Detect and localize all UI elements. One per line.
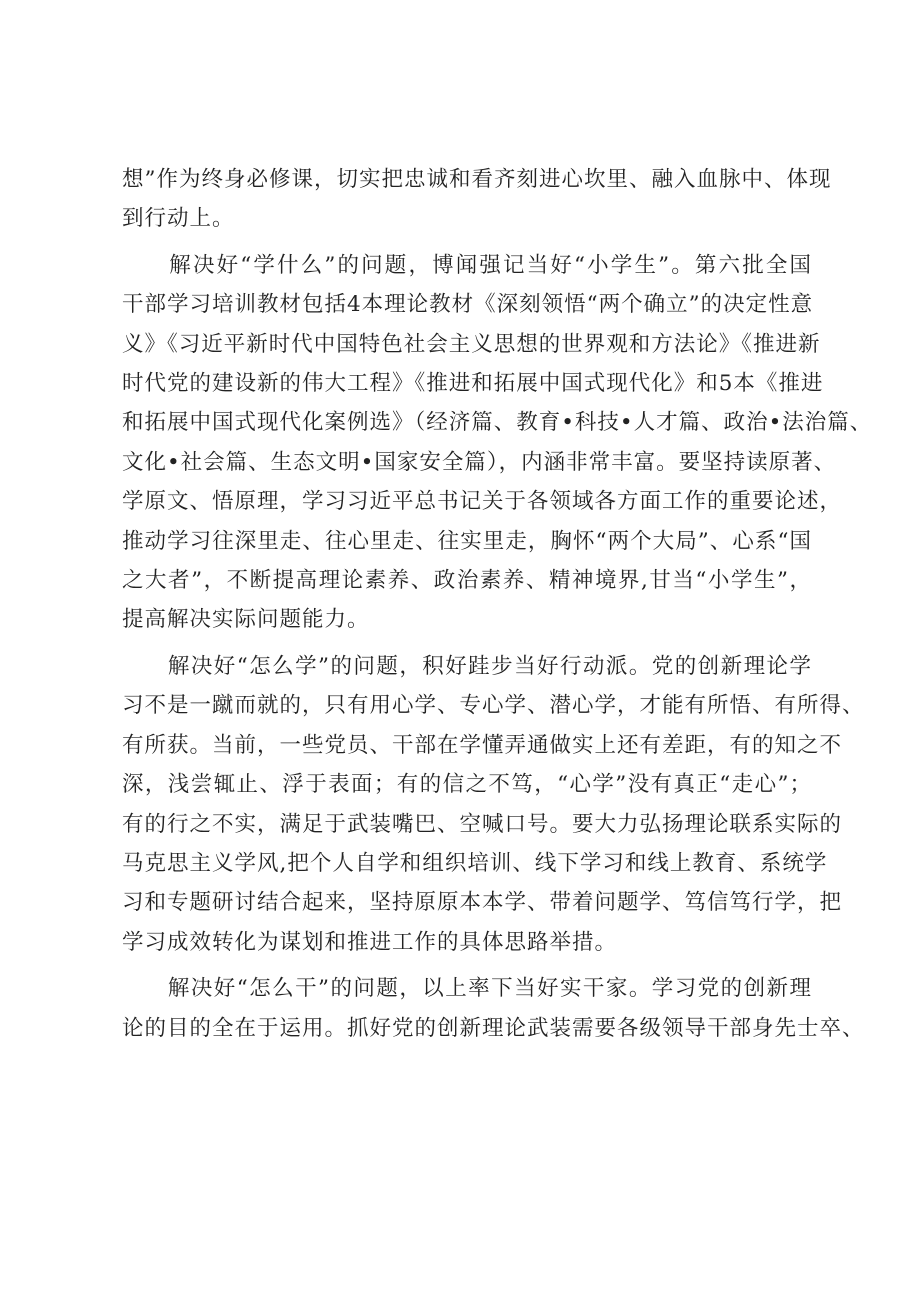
text-line: 学习成效转化为谋划和推进工作的具体思路举措。 [122,929,618,955]
text-line: 干部学习培训教材包括4本理论教材《深刻领悟“两个确立”的决定性意 [122,292,814,318]
text-line: 深，浅尝辄止、浮于表面；有的信之不笃，“心学”没有真正“走心”； [122,772,812,798]
text-line: 提高解决实际问题能力。 [122,607,370,633]
paragraph-gap [122,640,812,647]
paragraph-gap [122,239,812,246]
paragraph-1 [122,160,832,239]
text-line: 推动学习往深里走、往心里走、往实里走，胸怀“两个大局”、心系“国 [122,528,812,554]
text-line: 文化•社会篇、生态文明•国家安全篇），内涵非常丰富。要坚持读原著、 [122,449,837,475]
text-line: 到行动上。 [122,206,235,232]
text-line: 解决好“怎么干”的问题，以上率下当好实干家。学习党的创新理 [122,976,812,1002]
paragraph-4 [122,969,865,1048]
paragraph-2 [122,246,873,640]
text-line: 学原文、悟原理，学习习近平总书记关于各领域各方面工作的重要论述， [122,489,843,515]
text-line: 解决好“学什么”的问题，博闻强记当好“小学生”。第六批全国 [122,252,812,278]
text-line: 解决好“怎么学”的问题，积好跬步当好行动派。党的创新理论学 [122,653,812,679]
text-line: 有所获。当前，一些党员、干部在学懂弄通做实上还有差距，有的知之不 [122,732,843,758]
text-line: 想”作为终身必修课，切实把忠诚和看齐刻进心坎里、融入血脉中、体现 [122,167,832,192]
text-line: 论的目的全在于运用。抓好党的创新理论武装需要各级领导干部身先士卒、 [122,1015,865,1041]
text-line: 时代党的建设新的伟大工程》《推进和拓展中国式现代化》和5本《推进 [122,371,824,397]
text-line: 和拓展中国式现代化案例选》（经济篇、教育•科技•人才篇、政治•法治篇、 [122,410,873,436]
text-line: 习不是一蹴而就的，只有用心学、专心学、潜心学，才能有所悟、有所得、 [122,693,865,719]
paragraph-gap [122,962,812,969]
text-line: 义》《习近平新时代中国特色社会主义思想的世界观和方法论》《推进新 [122,331,821,357]
text-line: 有的行之不实，满足于武装嘴巴、空喊口号。要大力弘扬理论联系实际的 [122,811,843,837]
paragraph-3 [122,647,865,962]
text-line: 马克思主义学风,把个人自学和组织培训、线下学习和线上教育、系统学 [122,850,828,876]
text-line: 习和专题研讨结合起来，坚持原原本本学、带着问题学、笃信笃行学，把 [122,890,843,916]
document-body [122,160,873,1048]
text-line: 之大者”，不断提高理论素养、政治素养、精神境界,甘当“小学生”， [122,568,812,594]
